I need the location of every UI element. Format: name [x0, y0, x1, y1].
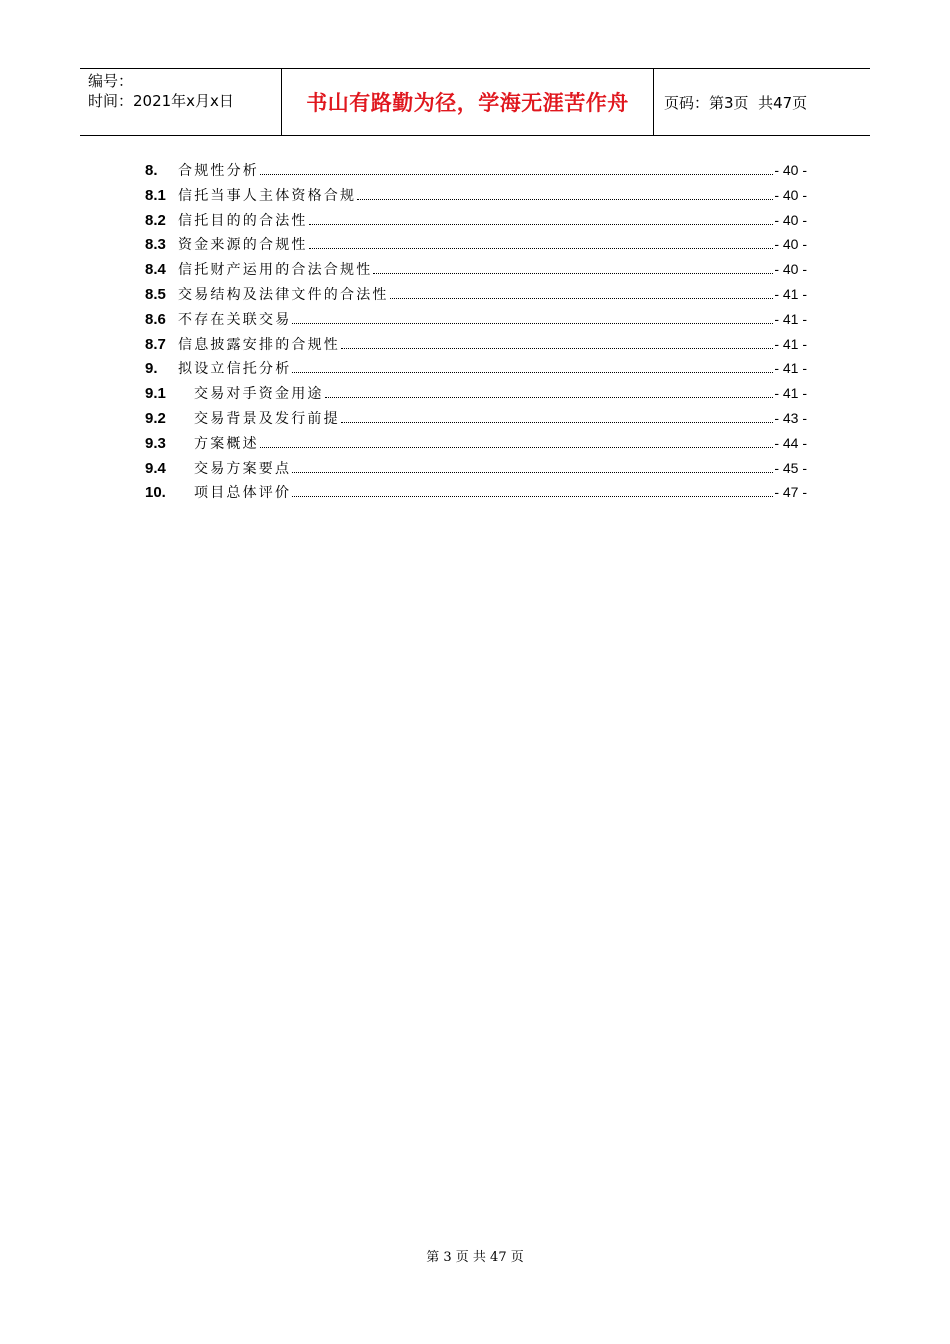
toc-leader-dots — [341, 421, 774, 423]
toc-entry[interactable] — [145, 383, 807, 408]
toc-number: 8.7 — [145, 335, 166, 353]
toc-leader-dots — [292, 495, 773, 497]
toc-number: 9.4 — [145, 459, 166, 477]
toc-entry[interactable] — [145, 234, 807, 259]
toc-title: 交易对手资金用途 — [194, 386, 324, 403]
toc-number: 8.2 — [145, 211, 166, 229]
toc-title: 交易背景及发行前提 — [194, 410, 340, 427]
page-header — [80, 68, 870, 136]
toc-entry[interactable] — [145, 433, 807, 458]
toc-leader-dots — [341, 347, 773, 349]
toc-number: 9.1 — [145, 385, 166, 403]
header-page-cell — [654, 69, 870, 135]
toc-entry[interactable] — [145, 408, 807, 433]
toc-page-number: - 41 - — [774, 385, 807, 402]
toc-number: 9. — [145, 360, 158, 378]
toc-leader-dots — [325, 396, 774, 398]
toc-entry[interactable] — [145, 259, 807, 284]
toc-title: 方案概述 — [194, 435, 259, 452]
toc-number: 8.1 — [145, 186, 166, 204]
toc-page-number: - 41 - — [774, 335, 807, 352]
toc-title: 信托财产运用的合法合规性 — [178, 262, 373, 279]
toc-leader-dots — [309, 223, 774, 225]
toc-leader-dots — [357, 198, 773, 200]
page-footer — [0, 1246, 950, 1265]
toc-number: 8.3 — [145, 236, 166, 254]
toc-number: 10. — [145, 484, 166, 502]
toc-page-number: - 41 - — [774, 285, 807, 302]
toc-page-number: - 40 - — [774, 211, 807, 228]
toc-title: 资金来源的合规性 — [178, 237, 308, 254]
toc-title: 项目总体评价 — [194, 485, 292, 502]
toc-page-number: - 40 - — [774, 162, 807, 178]
toc-leader-dots — [390, 297, 774, 299]
toc-leader-dots — [292, 371, 773, 373]
toc-title: 交易结构及法律文件的合法性 — [178, 286, 389, 303]
toc-page-number: - 43 - — [774, 409, 807, 426]
toc-entry[interactable] — [145, 482, 807, 507]
toc-page-number: - 47 - — [774, 484, 807, 501]
toc-title: 交易方案要点 — [194, 460, 292, 477]
toc-number: 9.2 — [145, 409, 166, 427]
toc-title: 信托当事人主体资格合规 — [178, 187, 357, 204]
footer-page-number: 第 3 页 共 47 页 — [426, 1250, 524, 1265]
toc-page-number: - 40 - — [774, 261, 807, 278]
serial-number-label: 编号： — [88, 72, 134, 90]
page-info: 页码：第3页 共47页 — [664, 93, 808, 112]
toc-page-number: - 44 - — [774, 434, 807, 451]
toc-page-number: - 45 - — [774, 459, 807, 476]
motto-text: 书山有路勤为径，学海无涯苦作舟 — [306, 91, 629, 115]
toc-entry[interactable] — [145, 309, 807, 334]
toc-entry[interactable] — [145, 334, 807, 359]
toc-number: 8.5 — [145, 285, 166, 303]
toc-title: 不存在关联交易 — [178, 311, 292, 328]
toc-entry[interactable] — [145, 210, 807, 235]
toc-number: 9.3 — [145, 434, 166, 452]
toc-entry[interactable] — [145, 458, 807, 483]
toc-entry[interactable] — [145, 358, 807, 383]
toc-leader-dots — [373, 272, 773, 274]
header-motto-cell — [282, 69, 654, 135]
toc-page-number: - 40 - — [774, 186, 807, 203]
toc-leader-dots — [292, 471, 773, 473]
toc-page-number: - 41 - — [774, 310, 807, 327]
toc-number: 8.6 — [145, 310, 166, 328]
toc-leader-dots — [260, 446, 774, 448]
date-label: 时间：2021年x月x日 — [88, 92, 234, 110]
table-of-contents — [145, 160, 807, 507]
toc-page-number: - 41 - — [774, 360, 807, 377]
toc-entry[interactable] — [145, 185, 807, 210]
toc-title: 拟设立信托分析 — [178, 361, 292, 378]
toc-page-number: - 40 - — [774, 236, 807, 253]
toc-title: 信息披露安排的合规性 — [178, 336, 340, 353]
toc-entry[interactable] — [145, 284, 807, 309]
toc-entry[interactable] — [145, 160, 807, 185]
toc-number: 8.4 — [145, 261, 166, 279]
toc-leader-dots — [292, 322, 773, 324]
toc-number: 8. — [145, 162, 158, 179]
toc-leader-dots — [309, 247, 774, 249]
header-meta-cell — [80, 69, 282, 135]
toc-title: 信托目的的合法性 — [178, 212, 308, 229]
toc-leader-dots — [260, 173, 773, 175]
toc-title: 合规性分析 — [178, 163, 259, 179]
